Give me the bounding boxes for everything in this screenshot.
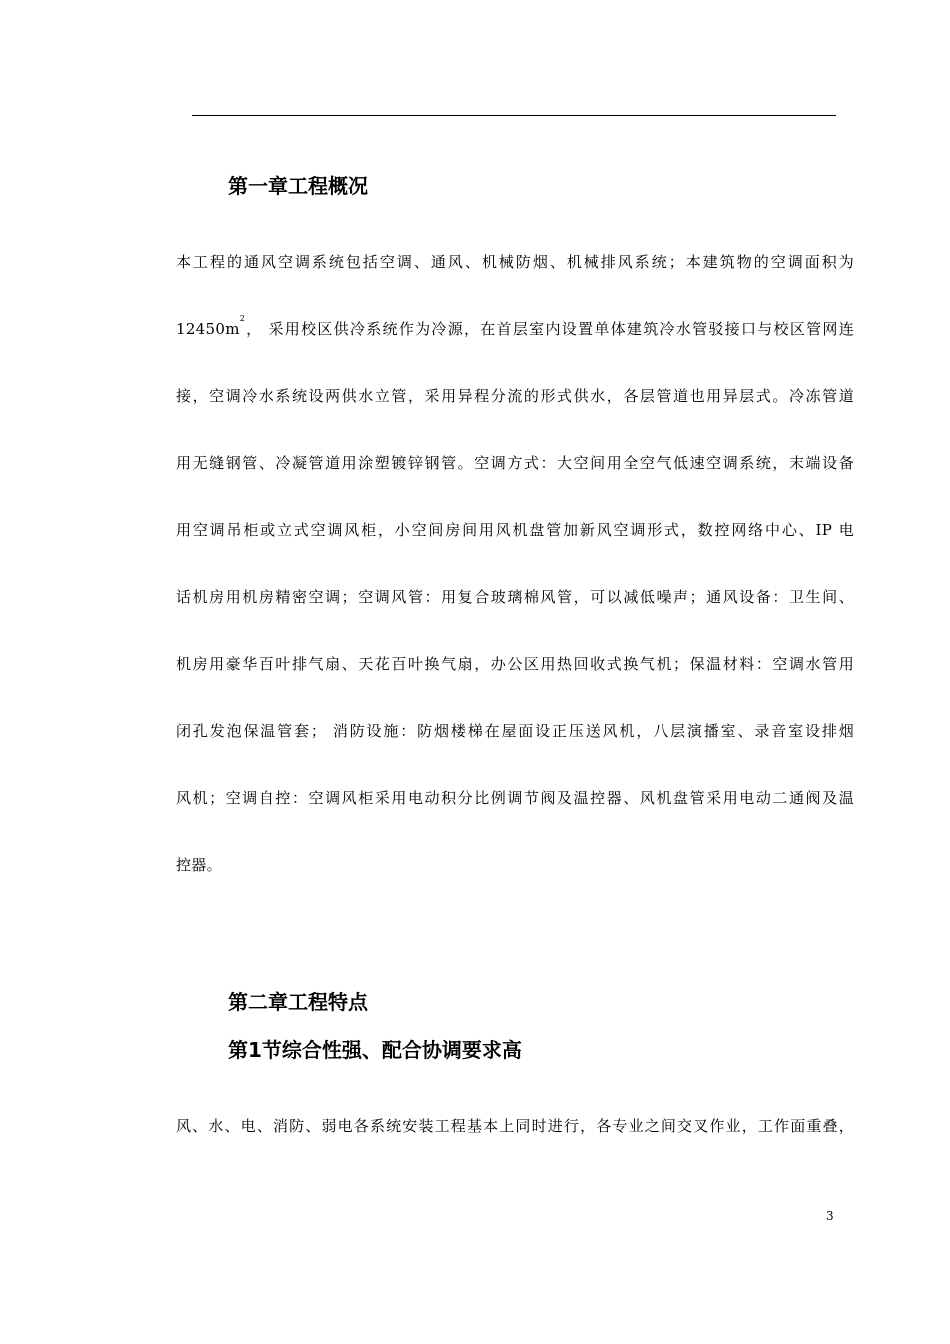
header-rule <box>192 115 836 116</box>
body-line: 话机房用机房精密空调；空调风管：用复合玻璃棉风管，可以减低噪声；通风设备：卫生间、 <box>176 588 854 606</box>
area-unit-superscript: 2 <box>239 314 246 323</box>
body-text: ， 采用校区供冷系统作为冷源，在首层室内设置单体建筑冷水管驳接口与校区管网连 <box>245 320 854 338</box>
chapter-1-title: 第一章工程概况 <box>228 174 368 198</box>
body-line <box>176 314 854 381</box>
body-line: 闭孔发泡保温管套； 消防设施：防烟楼梯在屋面设正压送风机，八层演播室、录音室设排烟 <box>176 722 854 740</box>
section-1-title: 第1节综合性强、配合协调要求高 <box>228 1038 522 1062</box>
chapter-1-body <box>176 247 854 917</box>
body-line: 风、水、电、消防、弱电各系统安装工程基本上同时进行，各专业之间交叉作业，工作面重叠， <box>176 1117 854 1135</box>
page-number: 3 <box>826 1209 834 1223</box>
section-1-body <box>176 1111 854 1178</box>
body-line: 控器。 <box>176 856 222 874</box>
body-line: 风机；空调自控：空调风柜采用电动积分比例调节阀及温控器、风机盘管采用电动二通阀及温 <box>176 789 854 807</box>
body-line: 接，空调冷水系统设两供水立管，采用异程分流的形式供水，各层管道也用异层式。冷冻管道 <box>176 387 854 405</box>
body-line: 本工程的通风空调系统包括空调、通风、机械防烟、机械排风系统；本建筑物的空调面积为 <box>176 253 854 271</box>
body-line: 用无缝钢管、冷凝管道用涂塑镀锌钢管。空调方式：大空间用全空气低速空调系统，末端设备 <box>176 454 854 472</box>
body-line: 机房用豪华百叶排气扇、天花百叶换气扇，办公区用热回收式换气机；保温材料：空调水管用 <box>176 655 854 673</box>
chapter-2-title: 第二章工程特点 <box>228 990 368 1014</box>
body-line: 用空调吊柜或立式空调风柜，小空间房间用风机盘管加新风空调形式，数控网络中心、IP 电 <box>176 521 854 539</box>
area-value: 12450m <box>176 320 240 338</box>
